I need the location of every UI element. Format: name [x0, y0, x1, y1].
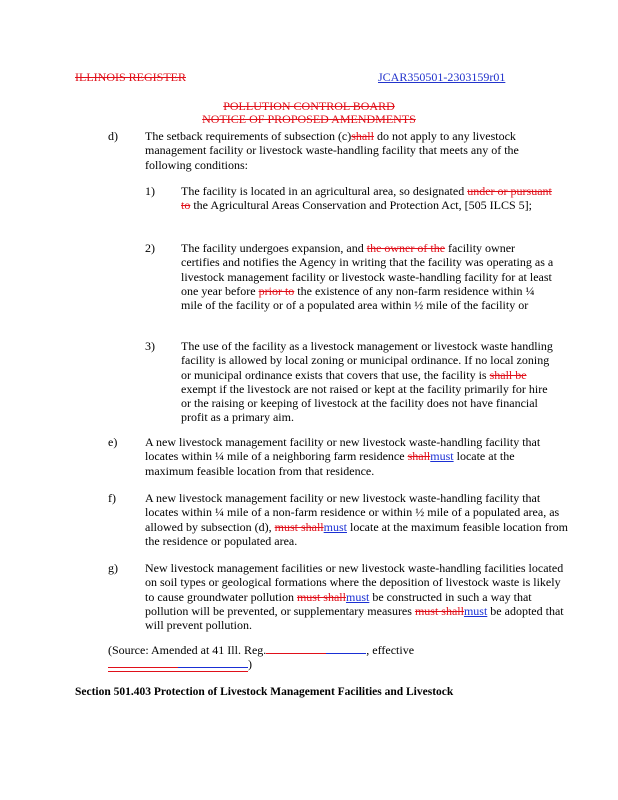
- subsection-d-label: d): [108, 129, 118, 143]
- item-2-text: [181, 241, 556, 312]
- text: the existence of any non-farm residence within ¼ mile of the facility or of a populated area within ½ mile of the facility or: [181, 283, 535, 313]
- item-2-label: 2): [145, 241, 155, 255]
- subsection-f-text: [145, 491, 570, 548]
- text: New livestock management facilities or new livestock waste-handling facilities located on soil types or geological formations where the deposition of livestock waste is likely to cause groundwater pollution: [145, 561, 564, 604]
- inserted-text: must: [345, 589, 370, 604]
- text: The facility undergoes expansion, and: [181, 241, 367, 255]
- deleted-text: under or pursuant to: [181, 184, 552, 213]
- text: exempt if the livestock are not raised or kept at the facility primarily for hire or the raising or keeping of livestock at the facility does not have financial profit as a primary aim.: [181, 381, 548, 425]
- subsection-g-text: [145, 561, 570, 632]
- item-3-text: [181, 339, 556, 425]
- source-blank: [266, 645, 326, 654]
- text: The facility is located in an agricultural area, so designated: [181, 184, 468, 198]
- deleted-text: must shall: [274, 519, 324, 534]
- text: be adopted that will prevent pollution.: [145, 603, 564, 633]
- subsection-f-label: f): [108, 491, 116, 505]
- notice-title: NOTICE OF PROPOSED AMENDMENTS: [202, 112, 416, 126]
- text: The use of the facility as a livestock management or livestock waste handling facility is allowed by local zoning or municipal ordinance. If no local zoning or municipal ordinance exists that covers that use, the facility is: [181, 339, 553, 382]
- deleted-text: the owner of the: [366, 241, 446, 255]
- deleted-text: shall: [407, 449, 431, 464]
- inserted-text: must: [430, 449, 454, 464]
- deleted-text: shall be: [489, 367, 527, 382]
- deleted-text: must shall: [296, 589, 346, 604]
- deleted-text: shall: [351, 129, 374, 143]
- subsection-d-text: [145, 129, 530, 172]
- item-1-text: [181, 184, 556, 213]
- inserted-text: must: [463, 603, 488, 618]
- subsection-g-label: g): [108, 561, 118, 575]
- effective-label: effective: [372, 643, 415, 657]
- source-close-paren: ): [248, 657, 252, 671]
- text: facility owner certifies and notifies the Agency in writing that the facility was operating as a livestock management facility or livestock waste-handling facility for at least one year before: [181, 241, 554, 298]
- text: A new livestock management facility or new livestock waste-handling facility that locates within ¼ mile of a neighboring farm residence: [145, 435, 541, 464]
- next-section-heading: Section 501.403 Protection of Livestock Management Facilities and Livestock: [75, 686, 454, 698]
- agency-title: POLLUTION CONTROL BOARD: [223, 99, 395, 113]
- blank-line-2: [108, 671, 248, 672]
- item-1-label: 1): [145, 184, 155, 198]
- jcar-code: JCAR350501-2303159r01: [378, 70, 506, 84]
- blank-line-inserted: [178, 667, 248, 668]
- blank-line: [108, 667, 178, 668]
- text: locate at the maximum feasible location from that residence.: [145, 449, 515, 478]
- subsection-e-label: e): [108, 435, 118, 449]
- text: The setback requirements of subsection (c): [145, 129, 352, 143]
- subsection-e-text: [145, 435, 555, 478]
- text: A new livestock management facility or new livestock waste-handling facility that locates within ¼ mile of a non-farm residence or within ½ mile of a populated area, as allowed by subsection (d),: [145, 491, 560, 534]
- text: be constructed in such a way that pollution will be prevented, or supplementary measures: [145, 589, 532, 618]
- text: do not apply to any livestock management facility or livestock waste-handling facility that meets any of the following conditions:: [145, 129, 519, 172]
- text: locate at the maximum feasible location from the residence or populated area.: [145, 519, 568, 548]
- register-header: ILLINOIS REGISTER: [75, 70, 186, 84]
- inserted-text: must: [323, 519, 347, 534]
- item-3-label: 3): [145, 339, 155, 353]
- source-text: (Source: Amended at 41 Ill. Reg.: [108, 643, 267, 657]
- source-note: (Source: Amended at 41 Ill. Reg. , effective: [108, 643, 415, 657]
- source-blank-inserted: [326, 645, 366, 654]
- text: the Agricultural Areas Conservation and Protection Act, [505 ILCS 5];: [190, 198, 532, 213]
- deleted-text: must shall: [414, 603, 464, 618]
- inserted-text: prior to: [258, 283, 295, 298]
